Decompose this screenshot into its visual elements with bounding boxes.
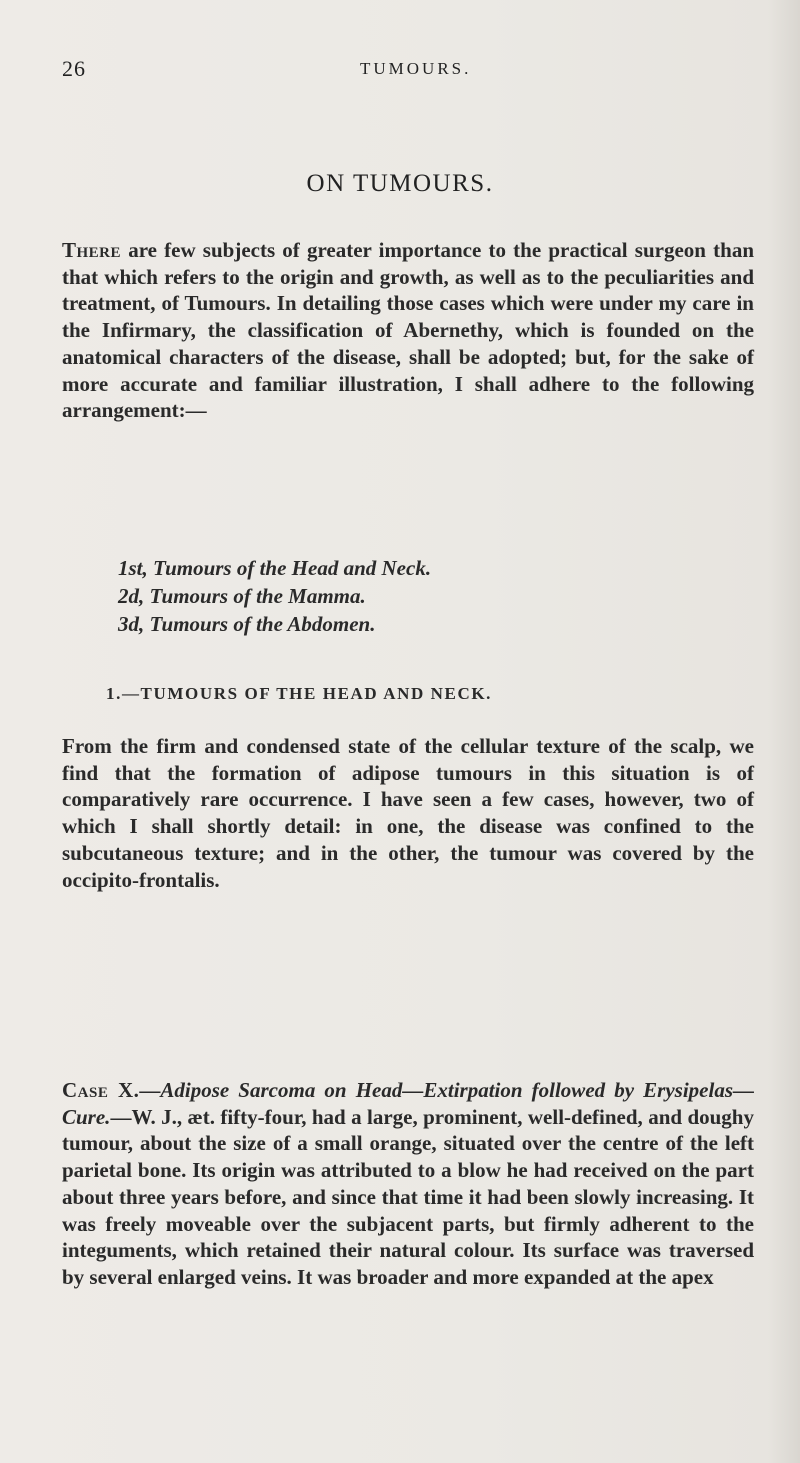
running-head: TUMOURS. bbox=[360, 59, 472, 78]
arrangement-item bbox=[118, 582, 431, 610]
case-paragraph bbox=[62, 1077, 754, 1291]
arrangement-ordinal: 3d, bbox=[118, 612, 145, 636]
arrangement-ordinal: 1st, bbox=[118, 556, 148, 580]
section-paragraph: From the firm and condensed state of the cellular texture of the scalp, we find that the formation of adipose tumours in this situation is of comparatively rare occurrence. I have seen a few cases, however, two of which I shall shortly detail: in one, the disease was confined to the subcutaneous texture; and in the other, the tumour was covered by the occipito-frontalis. bbox=[62, 734, 754, 892]
case-title: Adipose Sarcoma on Head—Extirpation followed by Erysipelas—Cure. bbox=[62, 1078, 754, 1129]
case-body: —W. J., æt. fifty-four, had a large, prominent, well-defined, and doughy tumour, about the size of a small orange, situated over the centre of the left parietal bone. Its origin was attributed to a blow he had received on the part about three years before, and since that time it had been slowly increasing. It was freely moveable over the subjacent parts, but firmly adherent to the integuments, which retained their natural colour. Its surface was traversed by several enlarged veins. It was broader and more expanded at the apex bbox=[62, 1104, 754, 1289]
page-number: 26 bbox=[62, 56, 86, 81]
page-header bbox=[62, 56, 742, 86]
intro-paragraph bbox=[62, 237, 754, 424]
section-heading: 1.—TUMOURS OF THE HEAD AND NECK. bbox=[106, 684, 493, 703]
chapter-title: ON TUMOURS. bbox=[306, 170, 494, 197]
arrangement-text: Tumours of the Abdomen. bbox=[149, 612, 376, 636]
intro-text: are few subjects of greater importance to the practical surgeon than that which refers to the origin and growth, as well as to the peculiarities and treatment, of Tumours. In detailing those cases which were under my care in the Infirmary, the classification of Abernethy, which is founded on the anatomical characters of the disease, shall be adopted; but, for the sake of more accurate and familiar illustration, I shall adhere to the following arrangement:— bbox=[62, 238, 754, 423]
arrangement-text: Tumours of the Head and Neck. bbox=[153, 556, 432, 580]
arrangement-list bbox=[118, 554, 431, 638]
arrangement-item bbox=[118, 610, 431, 638]
case-label: Case X. bbox=[62, 1078, 140, 1102]
case-dash: — bbox=[139, 1078, 161, 1102]
intro-lead-word: There bbox=[62, 238, 122, 262]
arrangement-text: Tumours of the Mamma. bbox=[149, 584, 366, 608]
arrangement-ordinal: 2d, bbox=[118, 584, 145, 608]
arrangement-item bbox=[118, 554, 431, 582]
